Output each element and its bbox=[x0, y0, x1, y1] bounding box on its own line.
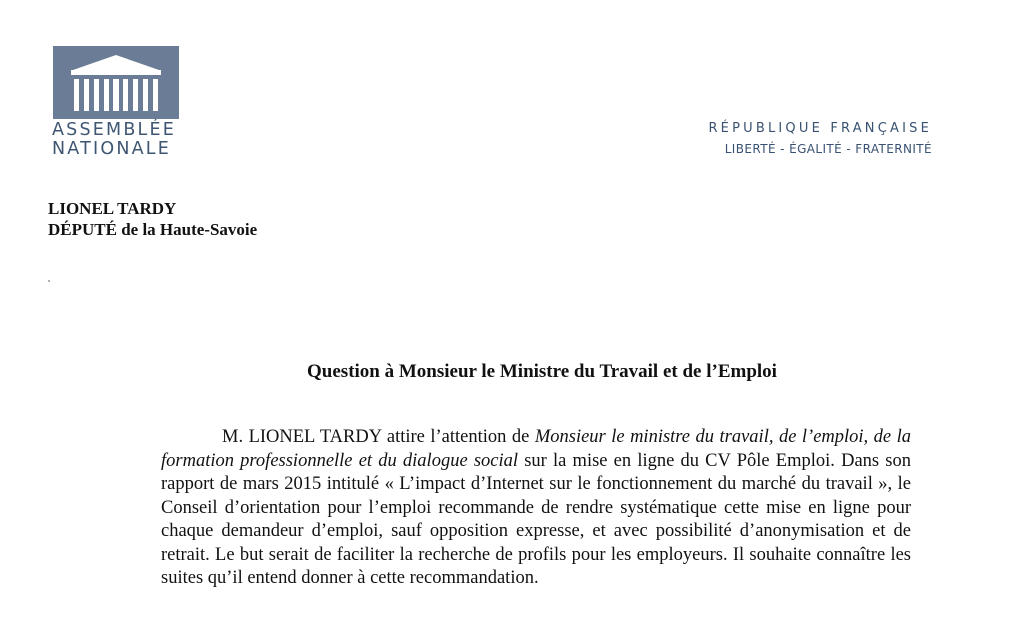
logo-line-1: ASSEMBLÉE bbox=[52, 120, 177, 140]
body-start: M. LIONEL TARDY attire l’attention de bbox=[222, 427, 535, 447]
assemblee-nationale-logo bbox=[52, 46, 180, 159]
logo-line-2: NATIONALE bbox=[52, 139, 171, 159]
republic-line-1: RÉPUBLIQUE FRANÇAISE bbox=[708, 121, 932, 136]
minister-title: Monsieur le ministre du travail, de l’emploi, de la formation professionnelle et du dialogue social bbox=[161, 427, 911, 471]
republic-motto: LIBERTÉ - ÉGALITÉ - FRATERNITÉ bbox=[724, 142, 932, 156]
republique-francaise-header bbox=[708, 120, 932, 160]
question-title: Question à Monsieur le Ministre du Travail et de l’Emploi bbox=[307, 361, 777, 382]
body-end: sur la mise en ligne du CV Pôle Emploi. Dans son rapport de mars 2015 intitulé « L’impact d’Internet sur le fonctionnement du marché du travail », le Conseil d’orientation pour l’emploi recommande de rendre systématique cette mise en ligne pour chaque demandeur d’emploi, sauf opposition expresse, et avec possibilité d’anonymisation et de retrait. Le but serait de faciliter la recherche de profils pour les employeurs. Il souhaite connaître les suites qu’il entend donner à cette recommandation. bbox=[161, 450, 911, 588]
hemicycle-icon bbox=[53, 46, 179, 119]
scan-speck bbox=[48, 280, 50, 282]
deputy-title: DÉPUTÉ de la Haute-Savoie bbox=[48, 220, 258, 239]
logo-text bbox=[52, 121, 180, 159]
deputy-block bbox=[48, 198, 257, 240]
deputy-name: LIONEL TARDY bbox=[48, 199, 177, 218]
question-body bbox=[161, 426, 911, 591]
